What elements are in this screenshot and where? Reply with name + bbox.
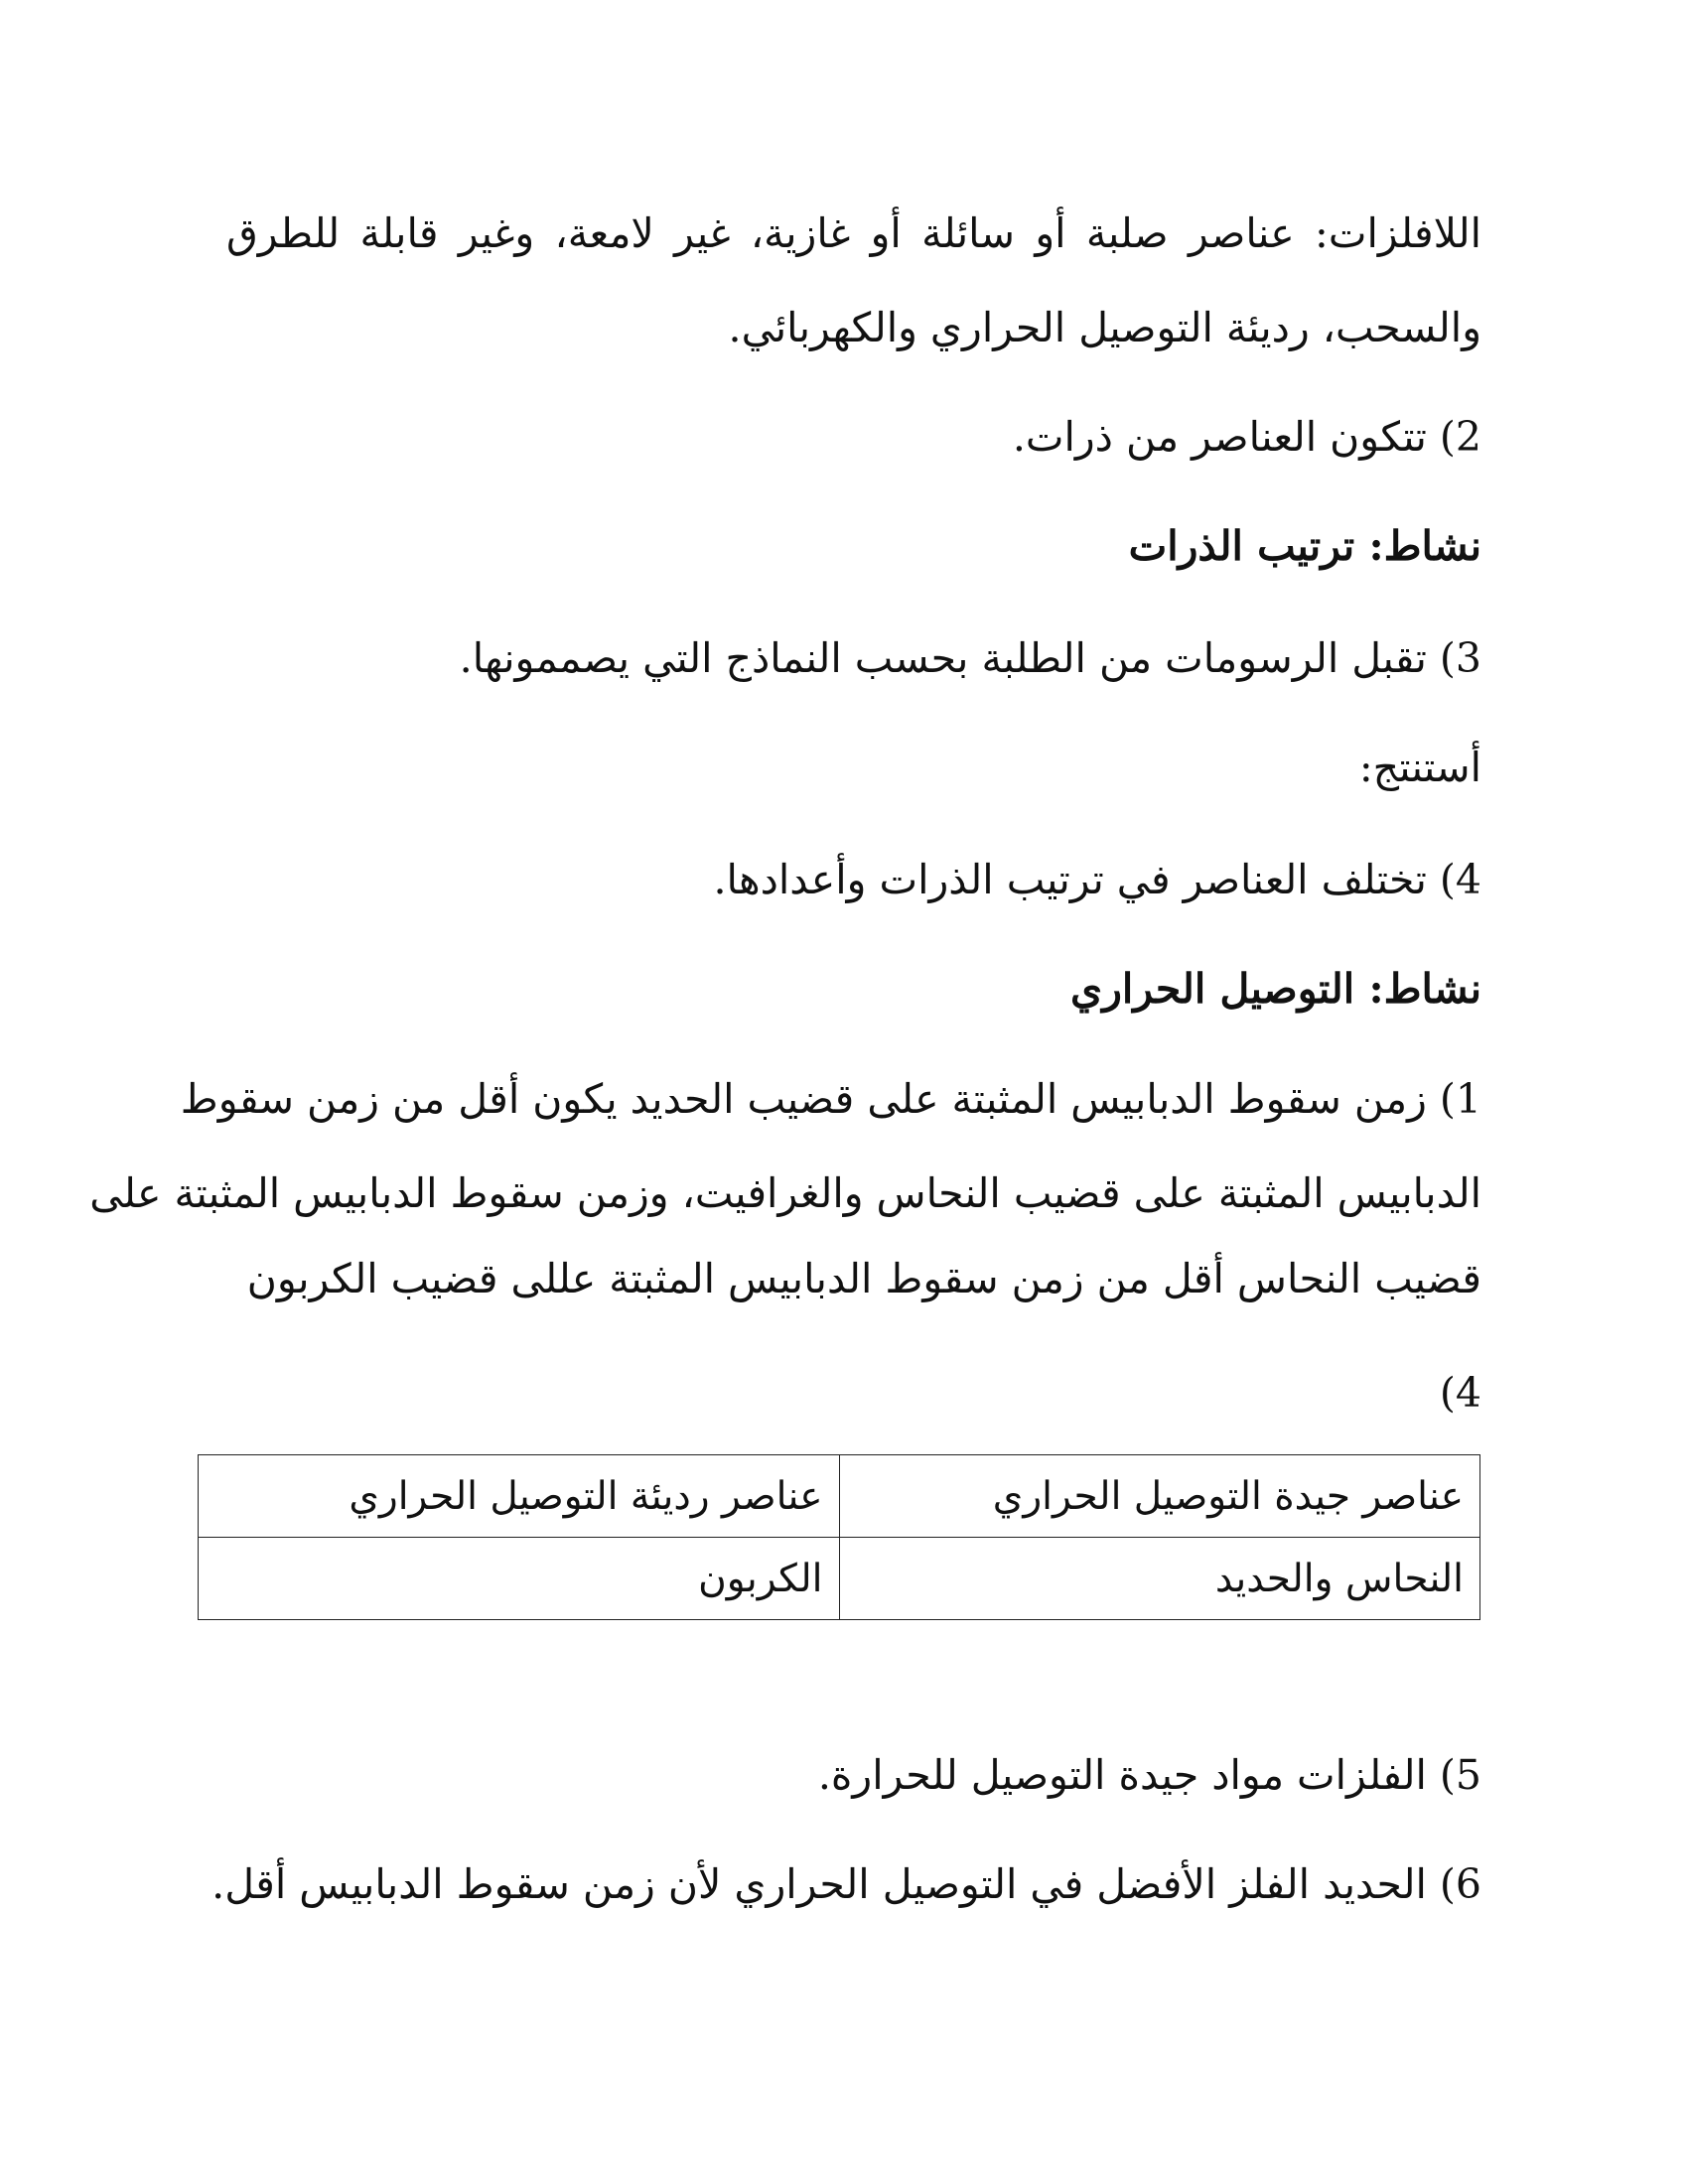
nonmetals-definition-line-2: والسحب، رديئة التوصيل الحراري والكهربائي. bbox=[728, 304, 1481, 351]
cell-poor-conductors: الكربون bbox=[199, 1538, 840, 1620]
header-good-conductors: عناصر جيدة التوصيل الحراري bbox=[839, 1455, 1480, 1538]
conclude-label: أستنتج: bbox=[1358, 744, 1481, 791]
answer-item-4-table-label: 4) bbox=[1439, 1369, 1481, 1417]
conductivity-table-container bbox=[198, 1454, 1480, 1620]
answer-item-2: 2) تتكون العناصر من ذرات. bbox=[1012, 413, 1481, 461]
table-row bbox=[199, 1538, 1480, 1620]
answer-item-3: 3) تقبل الرسومات من الطلبة بحسب النماذج التي يصممونها. bbox=[459, 634, 1481, 682]
header-poor-conductors: عناصر رديئة التوصيل الحراري bbox=[199, 1455, 840, 1538]
answer-item-6: 6) الحديد الفلز الأفضل في التوصيل الحراري لأن زمن سقوط الدبابيس أقل. bbox=[211, 1860, 1481, 1908]
nonmetals-definition-line-1: اللافلزات: عناصر صلبة أو سائلة أو غازية، غير لامعة، وغير قابلة للطرق bbox=[226, 209, 1481, 257]
conductivity-table bbox=[198, 1454, 1480, 1620]
answer-item-1-line-3: قضيب النحاس أقل من زمن سقوط الدبابيس المثبتة عللى قضيب الكربون bbox=[246, 1255, 1481, 1302]
answer-item-4: 4) تختلف العناصر في ترتيب الذرات وأعدادها. bbox=[713, 856, 1481, 903]
answer-item-5: 5) الفلزات مواد جيدة التوصيل للحرارة. bbox=[817, 1751, 1481, 1799]
activity-atoms-heading: نشاط: ترتيب الذرات bbox=[1128, 522, 1481, 570]
table-header-row bbox=[199, 1455, 1480, 1538]
cell-good-conductors: النحاس والحديد bbox=[839, 1538, 1480, 1620]
answer-item-1-line-2: الدبابيس المثبتة على قضيب النحاس والغرافيت، وزمن سقوط الدبابيس المثبتة على bbox=[89, 1169, 1481, 1217]
activity-heat-heading: نشاط: التوصيل الحراري bbox=[1069, 965, 1481, 1013]
answer-item-1-line-1: 1) زمن سقوط الدبابيس المثبتة على قضيب الحديد يكون أقل من زمن سقوط bbox=[180, 1075, 1481, 1123]
